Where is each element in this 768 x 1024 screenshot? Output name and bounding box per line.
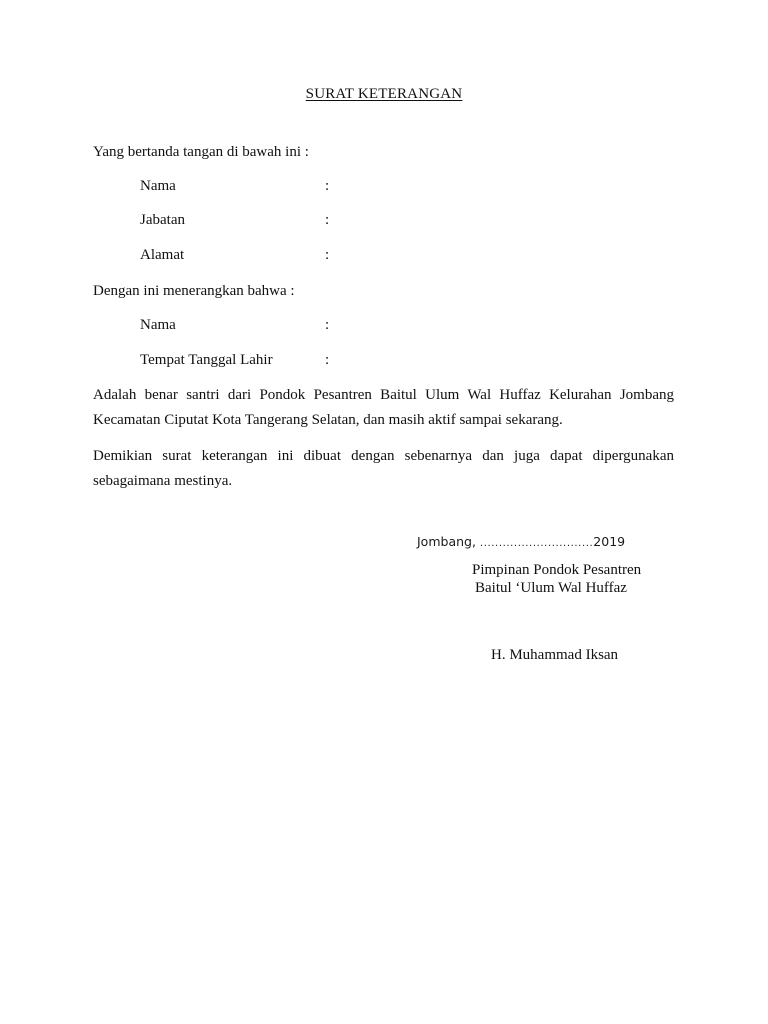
signer-address-label: Alamat — [140, 247, 185, 263]
signature-year: 2019 — [593, 534, 626, 549]
subject-birth-colon: : — [325, 352, 330, 368]
subject-name-colon: : — [325, 317, 330, 333]
signature-date-line — [417, 534, 625, 549]
letter-title — [0, 86, 768, 103]
signature-place: Jombang, — [417, 534, 476, 549]
signature-position-line-1: Pimpinan Pondok Pesantren — [472, 562, 642, 578]
signer-position-label: Jabatan — [140, 212, 185, 228]
subject-birth-label: Tempat Tanggal Lahir — [140, 352, 273, 368]
statement-intro-line: Dengan ini menerangkan bahwa : — [93, 283, 295, 299]
letter-title-text: SURAT KETERANGAN — [305, 86, 463, 102]
signature-position-line-2: Baitul ‘Ulum Wal Huffaz — [475, 580, 627, 596]
intro-line: Yang bertanda tangan di bawah ini : — [93, 144, 309, 160]
subject-name-label: Nama — [140, 317, 176, 333]
signature-date-dots: .............................. — [479, 538, 594, 549]
signer-name-colon: : — [325, 178, 330, 194]
signer-name-label: Nama — [140, 178, 176, 194]
signature-name: H. Muhammad Iksan — [491, 647, 619, 663]
paragraph-closing: Demikian surat keterangan ini dibuat dengan sebenarnya dan juga dapat dipergunakan sebagaimana mestinya. — [93, 448, 674, 489]
signer-position-colon: : — [325, 212, 330, 228]
signer-address-colon: : — [325, 247, 330, 263]
paragraph-statement: Adalah benar santri dari Pondok Pesantren Baitul Ulum Wal Huffaz Kelurahan Jombang Kecamatan Ciputat Kota Tangerang Selatan, dan masih aktif sampai sekarang. — [93, 387, 674, 428]
